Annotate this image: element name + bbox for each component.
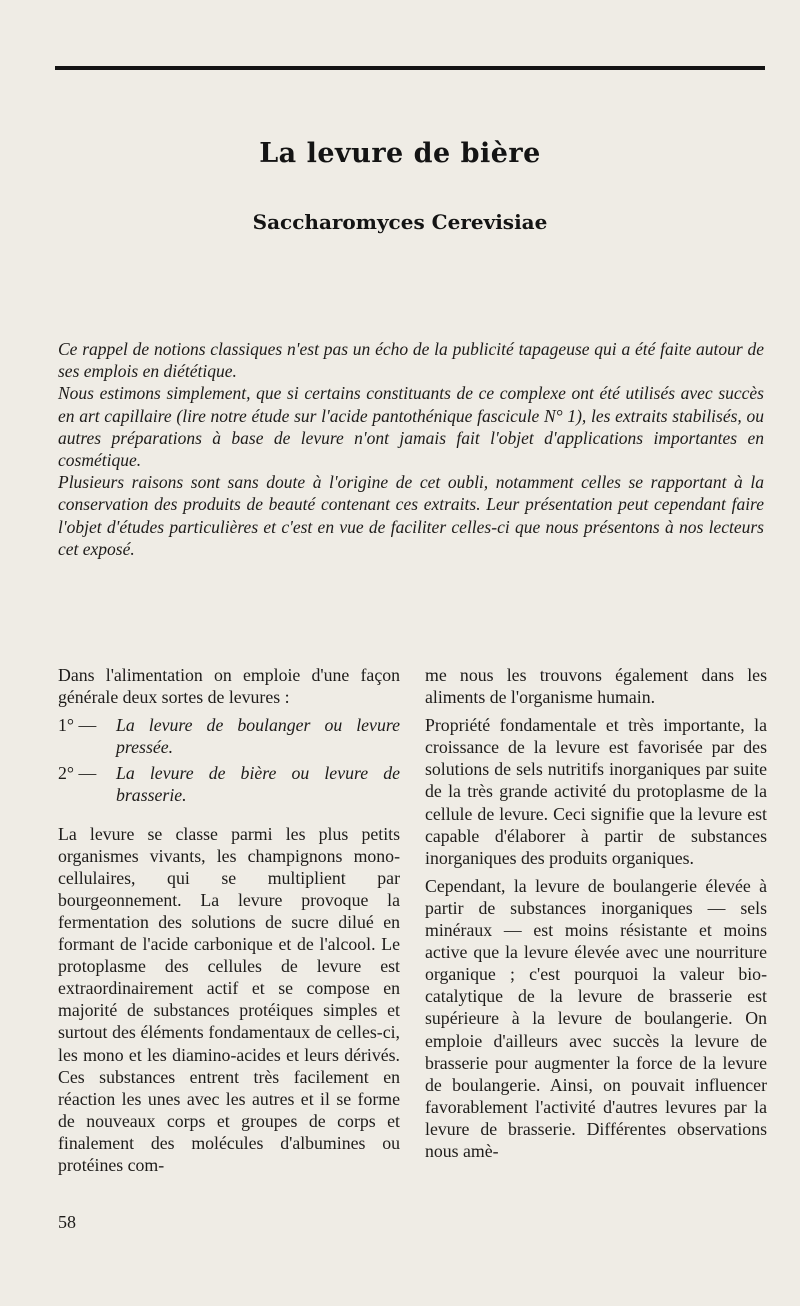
- right-column: [425, 664, 767, 1168]
- article-subtitle: Saccharomyces Cerevisiae: [252, 210, 548, 234]
- intro-paragraph: Ce rappel de notions classiques n'est pas un écho de la publicité tapageuse qui a été faite autour de ses emplois en diététique.: [58, 339, 764, 382]
- top-rule: [55, 66, 765, 70]
- list-item-number: 1° —: [58, 715, 97, 736]
- left-column: [58, 664, 400, 1182]
- intro-paragraph: Nous estimons simplement, que si certains constituants de ce complexe ont été utilisés avec succès en art capillaire (lire notre étude sur l'acide pantothénique fascicule N° 1), les extraits stabilisés, ou autres préparations à base de levure n'ont jamais fait l'objet d'applications importantes en cosmétique.: [58, 383, 764, 471]
- body-paragraph: Dans l'alimentation on emploie d'une façon générale deux sortes de levures :: [58, 665, 400, 708]
- intro-paragraph: Plusieurs raisons sont sans doute à l'origine de cet oubli, notamment celles se rapportant à la conservation des produits de beauté contenant ces extraits. Leur présentation peut cependant faire l'objet d'études particulières et c'est en vue de faciliter celles-ci que nous présentons à nos lecteurs cet exposé.: [58, 472, 764, 559]
- list-item: [58, 762, 400, 806]
- list-item-number: 2° —: [58, 763, 97, 784]
- body-paragraph: La levure se classe parmi les plus petits organismes vivants, les champignons mono-cellulaires, qui se multiplient par bourgeonnement. La levure provoque la fermentation des solutions de sucre dilué en formant de l'acide carbonique et de l'alcool. Le protoplasme des cellules de levure est extraordinairement actif et se compose en majorité de substances protéiques simples et surtout des éléments fondamentaux de celles-ci, les mono et les diamino-acides et leurs dérivés. Ces substances entrent très facilement en réaction les unes avec les autres et il se forme de nouveaux corps et groupes de corps et finalement des molécules d'albumines ou protéines com-: [58, 823, 400, 1175]
- body-paragraph: Propriété fondamentale et très importante, la croissance de la levure est favorisée par des solutions de sels nutritifs inorganiques par suite de la très grande activité du protoplasme de la cellule de levure. Ceci signifie que la levure est capable d'élaborer à partir de substances inorganiques des produits organiques.: [425, 715, 767, 868]
- body-paragraph: Cependant, la levure de boulangerie élevée à partir de substances inorganiques — sels minéraux — est moins résistante et moins active que la levure élevée avec une nourriture organique ; c'est pourquoi la valeur bio-catalytique de la levure de brasserie est supérieure à la levure de boulangerie. On emploie d'ailleurs avec succès la levure de brasserie pour augmenter la force de la levure de boulangerie. Ainsi, on pouvait influencer favorablement l'activité d'autres levures par la levure de brasserie. Différentes observations nous amè-: [425, 875, 767, 1161]
- article-title: La levure de bière: [259, 138, 541, 169]
- page-number: 58: [58, 1212, 76, 1232]
- list-item-text: La levure de bière ou levure de brasserie.: [116, 763, 400, 806]
- body-paragraph: me nous les trouvons également dans les aliments de l'organisme humain.: [425, 665, 767, 708]
- intro-block: [58, 338, 764, 560]
- list-item: [58, 714, 400, 758]
- list-item-text: La levure de boulanger ou levure pressée.: [116, 715, 400, 758]
